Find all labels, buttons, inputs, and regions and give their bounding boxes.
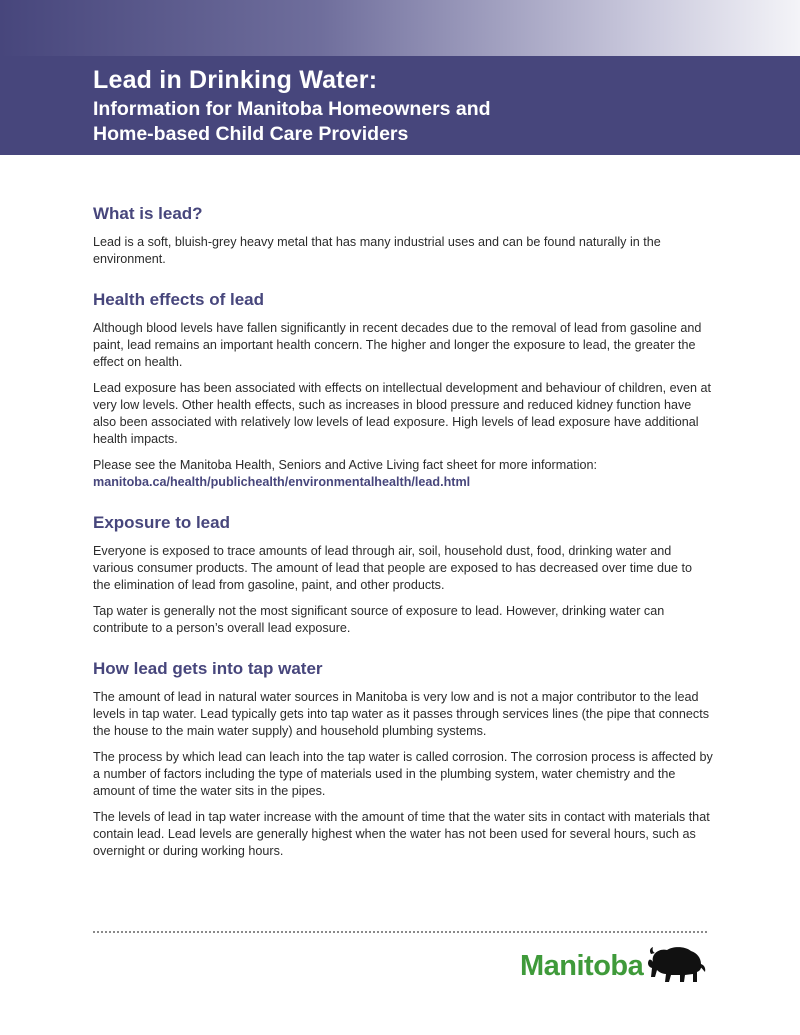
lead-fact-sheet-link[interactable]: manitoba.ca/health/publichealth/environmentalhealth/lead.html (93, 475, 471, 489)
section-paragraph: Although blood levels have fallen significantly in recent decades due to the removal of lead from gasoline and paint, lead remains an important health concern. The higher and longer the exposure to lead, the greater the effect on health. (93, 321, 702, 369)
manitoba-logo-text: Manitoba (520, 950, 644, 982)
section-paragraph: Tap water is generally not the most significant source of exposure to lead. However, drinking water can contribute to a person’s overall lead exposure. (93, 604, 665, 635)
document-body (93, 204, 713, 882)
page-title: Lead in Drinking Water: (93, 66, 378, 94)
section-heading: Health effects of lead (93, 290, 264, 309)
section-what-is-lead (93, 204, 713, 268)
link-intro-text: Please see the Manitoba Health, Seniors and Active Living fact sheet for more information: (93, 458, 598, 472)
section-tap-water (93, 659, 713, 860)
page-subtitle-line-2: Home-based Child Care Providers (93, 123, 409, 145)
bison-icon (645, 944, 707, 986)
manitoba-logo (520, 944, 710, 990)
section-exposure (93, 513, 713, 637)
section-heading: What is lead? (93, 204, 203, 223)
section-paragraph: The levels of lead in tap water increase with the amount of time that the water sits in contact with materials that contain lead. Lead levels are generally highest when the water has not been used for several hours, such as overnight or during working hours. (93, 810, 710, 858)
section-heading: How lead gets into tap water (93, 659, 323, 678)
header-gradient-bar (0, 0, 800, 56)
page-subtitle-line-1: Information for Manitoba Homeowners and (93, 98, 491, 120)
section-paragraph-with-link (93, 457, 713, 491)
section-paragraph: Lead exposure has been associated with effects on intellectual development and behaviour of children, even at very low levels. Other health effects, such as increases in blood pressure and reduced kidney function have also been associated with relatively low levels of lead exposure. High levels of lead exposure have additional health impacts. (93, 381, 711, 446)
section-heading: Exposure to lead (93, 513, 230, 532)
section-paragraph: Everyone is exposed to trace amounts of lead through air, soil, household dust, food, drinking water and various consumer products. The amount of lead that people are exposed to has decreased over time due to the elimination of lead from gasoline, paint, and other products. (93, 544, 693, 592)
section-paragraph: Lead is a soft, bluish-grey heavy metal that has many industrial uses and can be found naturally in the environment. (93, 235, 661, 266)
footer-divider (93, 931, 707, 933)
section-health-effects (93, 290, 713, 491)
section-paragraph: The amount of lead in natural water sources in Manitoba is very low and is not a major contributor to the lead levels in tap water. Lead typically gets into tap water as it passes through services lines (the pipe that connects the house to the main water supply) and household plumbing systems. (93, 690, 710, 738)
section-paragraph: The process by which lead can leach into the tap water is called corrosion. The corrosion process is affected by a number of factors including the type of materials used in the plumbing system, water chemistry and the amount of time the water sits in the pipes. (93, 750, 713, 798)
